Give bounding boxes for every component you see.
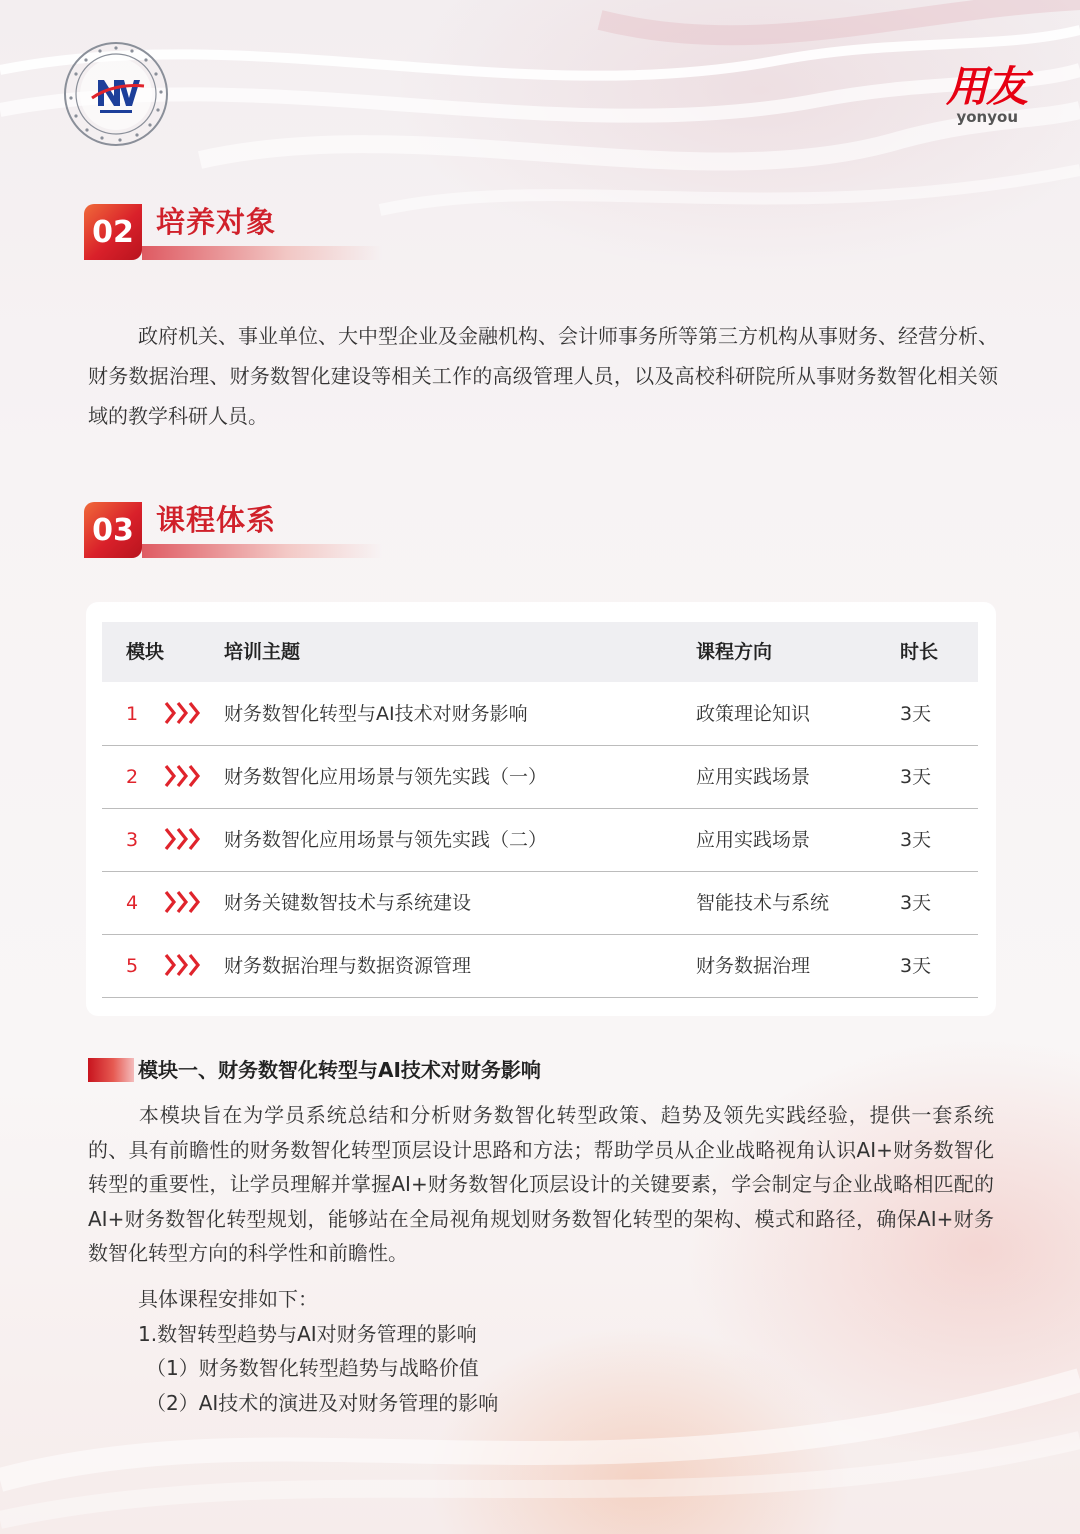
audience-text: 政府机关、事业单位、大中型企业及金融机构、会计师事务所等第三方机构从事财务、经营分析、财务数据治理、财务数智化建设等相关工作的高级管理人员，以及高校科研院所从事财务数智化相关领域的教学科研人员。 bbox=[88, 324, 998, 428]
institute-seal-logo bbox=[62, 40, 170, 148]
table-row bbox=[102, 871, 978, 935]
yonyou-logo-cn: 用友 bbox=[945, 62, 1026, 111]
row-direction: 财务数据治理 bbox=[696, 955, 811, 977]
section-title: 培养对象 bbox=[156, 205, 277, 239]
schedule-list bbox=[88, 1282, 988, 1420]
row-topic: 财务关键数智技术与系统建设 bbox=[224, 892, 472, 914]
section-underline bbox=[142, 246, 382, 260]
section-underline bbox=[142, 544, 382, 558]
module-one-paragraph bbox=[88, 1098, 994, 1271]
row-duration: 3天 bbox=[900, 955, 932, 977]
header-module: 模块 bbox=[126, 641, 165, 663]
section-number: 02 bbox=[84, 204, 142, 260]
header-topic: 培训主题 bbox=[224, 641, 301, 663]
institute-seal-icon bbox=[62, 40, 170, 148]
row-duration: 3天 bbox=[900, 703, 932, 725]
row-duration: 3天 bbox=[900, 829, 932, 851]
yonyou-logo bbox=[930, 64, 1026, 124]
row-direction: 应用实践场景 bbox=[696, 829, 811, 851]
row-topic: 财务数智化应用场景与领先实践（二） bbox=[224, 829, 548, 851]
section-heading-audience bbox=[84, 202, 324, 262]
list-item: 1.数智转型趋势与AI对财务管理的影响 bbox=[138, 1321, 477, 1346]
section-title: 课程体系 bbox=[156, 503, 277, 537]
row-index: 4 bbox=[126, 892, 139, 914]
table-row bbox=[102, 682, 978, 746]
header-direction: 课程方向 bbox=[696, 641, 773, 663]
triple-chevron-right-icon bbox=[164, 889, 204, 915]
table-row bbox=[102, 934, 978, 998]
row-index: 1 bbox=[126, 703, 139, 725]
row-direction: 应用实践场景 bbox=[696, 766, 811, 788]
section-number: 03 bbox=[84, 502, 142, 558]
row-index: 5 bbox=[126, 955, 139, 977]
table-row bbox=[102, 808, 978, 872]
module-one-body: 本模块旨在为学员系统总结和分析财务数智化转型政策、趋势及领先实践经验，提供一套系统的、具有前瞻性的财务数智化转型顶层设计思路和方法；帮助学员从企业战略视角认识AI+财务数智化转型的重要性，让学员理解并掌握AI+财务数智化顶层设计的关键要素，学会制定与企业战略相匹配的AI+财务数智化转型规划，能够站在全局视角规划财务数智化转型的架构、模式和路径，确保AI+财务数智化转型方向的科学性和前瞻性。 bbox=[88, 1103, 994, 1266]
list-item: （2）AI技术的演进及对财务管理的影响 bbox=[146, 1390, 499, 1415]
heading-marker bbox=[88, 1058, 134, 1082]
row-topic: 财务数据治理与数据资源管理 bbox=[224, 955, 472, 977]
table-row bbox=[102, 745, 978, 809]
row-topic: 财务数智化应用场景与领先实践（一） bbox=[224, 766, 548, 788]
section-heading-curriculum bbox=[84, 500, 324, 560]
triple-chevron-right-icon bbox=[164, 826, 204, 852]
triple-chevron-right-icon bbox=[164, 952, 204, 978]
triple-chevron-right-icon bbox=[164, 700, 204, 726]
row-duration: 3天 bbox=[900, 766, 932, 788]
row-direction: 智能技术与系统 bbox=[696, 892, 830, 914]
row-index: 2 bbox=[126, 766, 139, 788]
row-index: 3 bbox=[126, 829, 139, 851]
header-duration: 时长 bbox=[900, 641, 939, 663]
schedule-intro: 具体课程安排如下： bbox=[138, 1287, 318, 1311]
row-duration: 3天 bbox=[900, 892, 932, 914]
module-one-title: 模块一、财务数智化转型与AI技术对财务影响 bbox=[138, 1058, 541, 1082]
row-direction: 政策理论知识 bbox=[696, 703, 811, 725]
triple-chevron-right-icon bbox=[164, 763, 204, 789]
yonyou-logo-en: yonyou bbox=[956, 108, 1018, 126]
list-item: （1）财务数智化转型趋势与战略价值 bbox=[146, 1356, 479, 1380]
audience-paragraph bbox=[88, 316, 998, 436]
row-topic: 财务数智化转型与AI技术对财务影响 bbox=[224, 703, 528, 725]
table-header-row bbox=[102, 622, 978, 682]
curriculum-table-card bbox=[86, 602, 996, 1016]
